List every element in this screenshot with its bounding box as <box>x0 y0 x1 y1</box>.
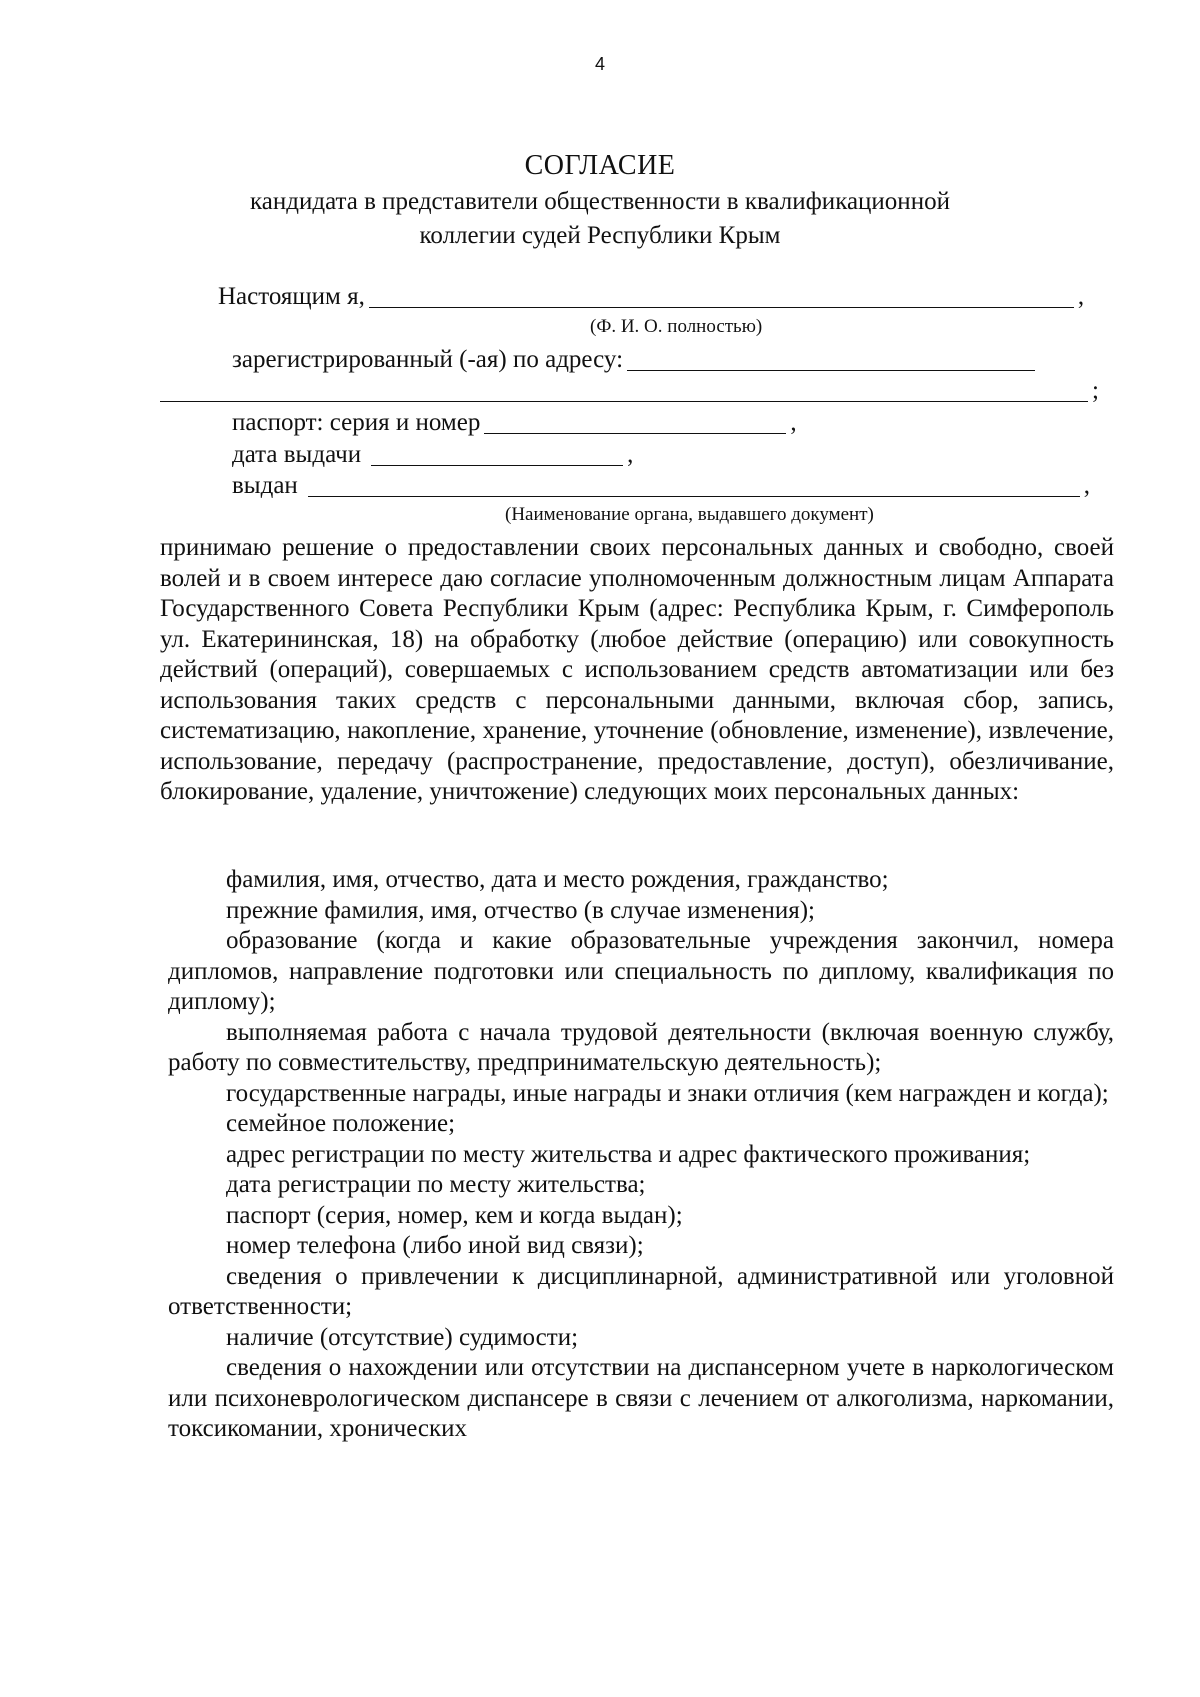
list-item: адрес регистрации по месту жительства и адрес фактического проживания; <box>226 1140 1031 1168</box>
address-continuation-row <box>160 376 1099 406</box>
issued-by-comma: , <box>1083 472 1091 499</box>
issued-by-label: выдан <box>232 472 298 499</box>
list-item: фамилия, имя, отчество, дата и место рождения, гражданство; <box>226 866 889 893</box>
document-subtitle-line2: коллегии судей Республики Крым <box>419 222 781 249</box>
issued-by-hint: (Наименование органа, выдавшего документ) <box>505 504 874 525</box>
passport-label: паспорт: серия и номер <box>232 409 481 436</box>
list-item: образование (когда и какие образовательные учреждения закончил, номера дипломов, направление подготовки или специальность по диплому, квалификация по диплому); <box>168 927 1114 1015</box>
list-item: наличие (отсутствие) судимости; <box>226 1323 579 1351</box>
list-item: паспорт (серия, номер, кем и когда выдан); <box>226 1201 683 1229</box>
passport-blank[interactable] <box>484 411 786 434</box>
list-item: сведения о привлечении к дисциплинарной, административной или уголовной ответственности; <box>168 1262 1114 1320</box>
name-label: Настоящим я, <box>218 283 365 310</box>
issue-date-label: дата выдачи <box>232 441 362 468</box>
name-hint: (Ф. И. О. полностью) <box>590 316 763 337</box>
issued-by-blank[interactable] <box>308 474 1080 497</box>
address-field-row <box>232 345 1039 375</box>
page-number: 4 <box>594 54 605 74</box>
list-item: дата регистрации по месту жительства; <box>226 1171 646 1198</box>
address-blank-1[interactable] <box>627 348 1035 371</box>
issue-date-field-row <box>232 440 633 470</box>
consent-intro-paragraph <box>160 533 1114 808</box>
document-subtitle-line1: кандидата в представители общественности в квалификационной <box>250 188 950 215</box>
list-item: семейное положение; <box>226 1110 456 1137</box>
issue-date-blank[interactable] <box>371 443 623 466</box>
passport-comma: , <box>790 409 797 436</box>
name-comma: , <box>1077 283 1085 310</box>
document-title: СОГЛАСИЕ <box>524 150 676 181</box>
address-label: зарегистрированный (-ая) по адресу: <box>232 346 624 373</box>
intro-text: принимаю решение о предоставлении своих персональных данных и свободно, своей волей и в своем интересе даю согласие уполномоченным должностным лицам Аппарата Государственного Совета Республики Крым (адрес: Республика Крым, г. Симферополь ул. Екатерининская, 18) на обработку (любое действие (операцию) или совокупность действий (операций), совершаемых с использованием средств автоматизации или без использования таких средств с персональными данными, включая сбор, запись, систематизацию, накопление, хранение, уточнение (обновление, изменение), извлечение, использование, передачу (распространение, предоставление, доступ), обезличивание, блокирование, удаление, уничтожение) следующих моих персональных данных: <box>160 534 1114 805</box>
address-semicolon: ; <box>1092 377 1099 404</box>
list-item: выполняемая работа с начала трудовой деятельности (включая военную службу, работу по совместительству, предпринимательскую деятельность); <box>168 1018 1114 1076</box>
issue-date-comma: , <box>627 441 634 468</box>
name-blank[interactable] <box>369 285 1074 308</box>
passport-field-row <box>232 408 797 438</box>
personal-data-list <box>168 865 1114 1445</box>
issued-by-field-row <box>232 471 1090 501</box>
list-item: сведения о нахождении или отсутствии на диспансерном учете в наркологическом или психоневрологическом диспансере в связи с лечением от алкоголизма, наркомании, токсикомании, хронических <box>168 1354 1114 1442</box>
address-blank-2[interactable] <box>160 379 1088 402</box>
list-item: прежние фамилия, имя, отчество (в случае изменения); <box>226 896 815 924</box>
name-field-row <box>218 282 1084 312</box>
list-item: номер телефона (либо иной вид связи); <box>226 1232 644 1259</box>
list-item: государственные награды, иные награды и знаки отличия (кем награжден и когда); <box>226 1079 1109 1107</box>
